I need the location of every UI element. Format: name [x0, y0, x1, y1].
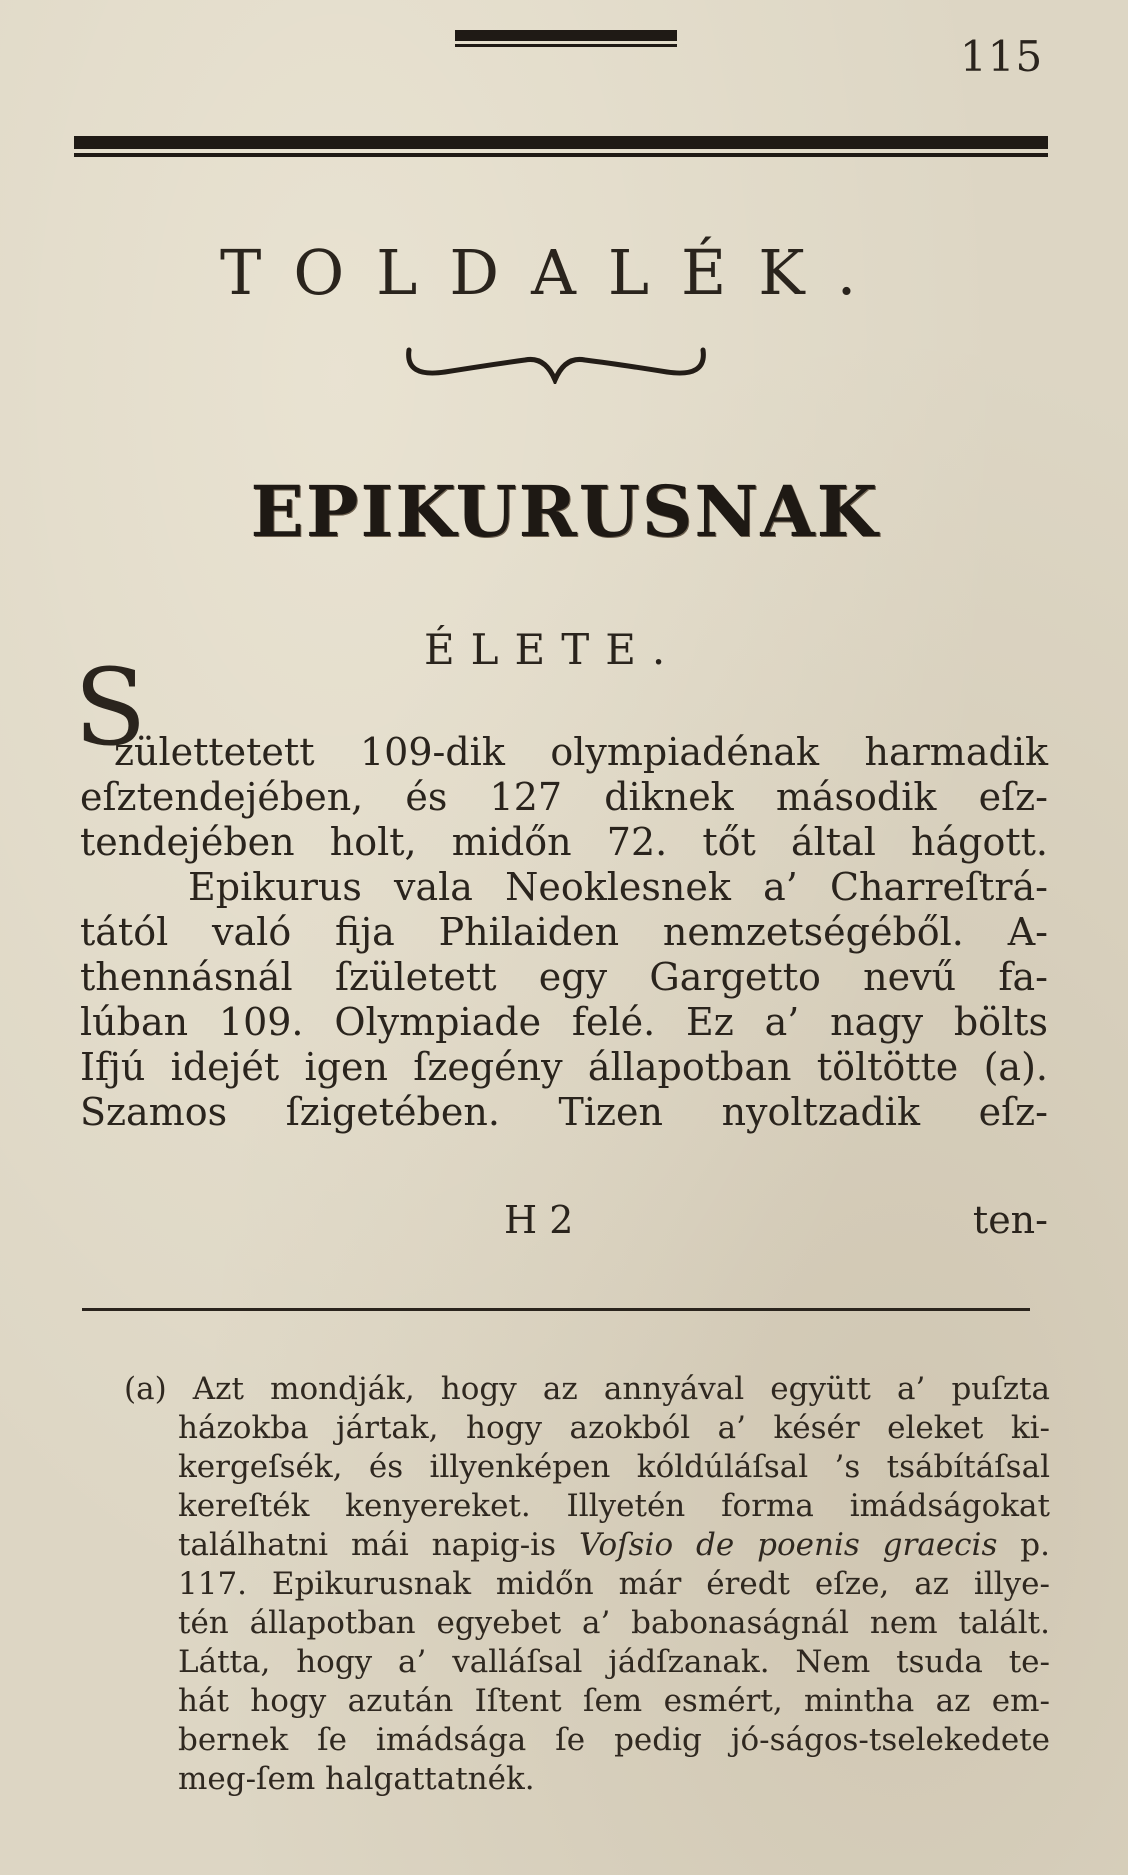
- body-line: lúban 109. Olympiade felé. Ez a’ nagy bölts: [80, 1000, 1048, 1044]
- header-double-rule: [74, 136, 1048, 149]
- subtitle: ÉLETE.: [424, 625, 682, 674]
- signature-mark: H 2: [504, 1198, 574, 1242]
- footnote-line: kereſték kenyereket. Illyetén forma imádságokat: [178, 1488, 1050, 1524]
- body-text: [80, 730, 1048, 1135]
- footnote-text: p.: [1020, 1527, 1050, 1563]
- body-line: Szamos ſzigetében. Tizen nyoltzadik eſz-: [80, 1090, 1048, 1134]
- footnote-line: kergeſsék, és illyenképen kóldúláſsal ’s tsábítáſsal: [178, 1449, 1050, 1485]
- section-title: TOLDALÉK.: [220, 236, 889, 309]
- footnote-line: házokba jártak, hogy azokból a’ késér eleket ki-: [178, 1410, 1050, 1446]
- body-line: Ifjú idejét igen ſzegény állapotban töltötte (a).: [80, 1045, 1048, 1089]
- header-ornament-rule: [455, 30, 677, 41]
- signature-line: [80, 1198, 1048, 1243]
- footnote-line: meg-ſem halgattatnék.: [178, 1761, 535, 1797]
- footnote-line: bernek ſe imádsága ſe pedig jó-ságos-tselekedete: [178, 1722, 1050, 1758]
- catchword: ten-: [972, 1198, 1048, 1242]
- swash-ornament: [405, 342, 707, 384]
- footnote-rule: [82, 1308, 1030, 1311]
- footnote-line: Látta, hogy a’ valláſsal jádſzanak. Nem tsuda te-: [178, 1644, 1050, 1680]
- footnote-line: [124, 1526, 1050, 1565]
- footnote: [124, 1370, 1050, 1799]
- main-title: EPIKURUSNAK: [250, 470, 880, 553]
- footnote-line: (a) Azt mondják, hogy az annyával együtt a’ puſzta: [124, 1371, 1050, 1407]
- body-line: tendejében holt, midőn 72. tőt által hágott.: [80, 820, 1048, 864]
- drop-cap: S: [74, 646, 147, 769]
- footnote-line: hát hogy azután Iſtent ſem esmért, mintha az em-: [178, 1683, 1050, 1719]
- footnote-line: tén állapotban egyebet a’ babonaságnál nem talált.: [178, 1605, 1050, 1641]
- body-line: tától való fija Philaiden nemzetségéből. A-: [80, 910, 1048, 954]
- footnote-citation: Voſsio de poenis graecis: [578, 1527, 998, 1563]
- footnote-text: találhatni mái napig-is: [178, 1527, 557, 1563]
- body-line: eſztendejében, és 127 diknek második eſz-: [80, 775, 1048, 819]
- body-line: zülettetett 109-dik olympiadénak harmadik: [114, 730, 1048, 774]
- footnote-line: 117. Epikurusnak midőn már éredt eſze, az illye-: [178, 1566, 1050, 1602]
- body-line: thennásnál ſzületett egy Gargetto nevű fa-: [80, 955, 1048, 999]
- body-line: Epikurus vala Neoklesnek a’ Charreſtrá-: [188, 865, 1048, 909]
- page-number: 115: [960, 32, 1044, 81]
